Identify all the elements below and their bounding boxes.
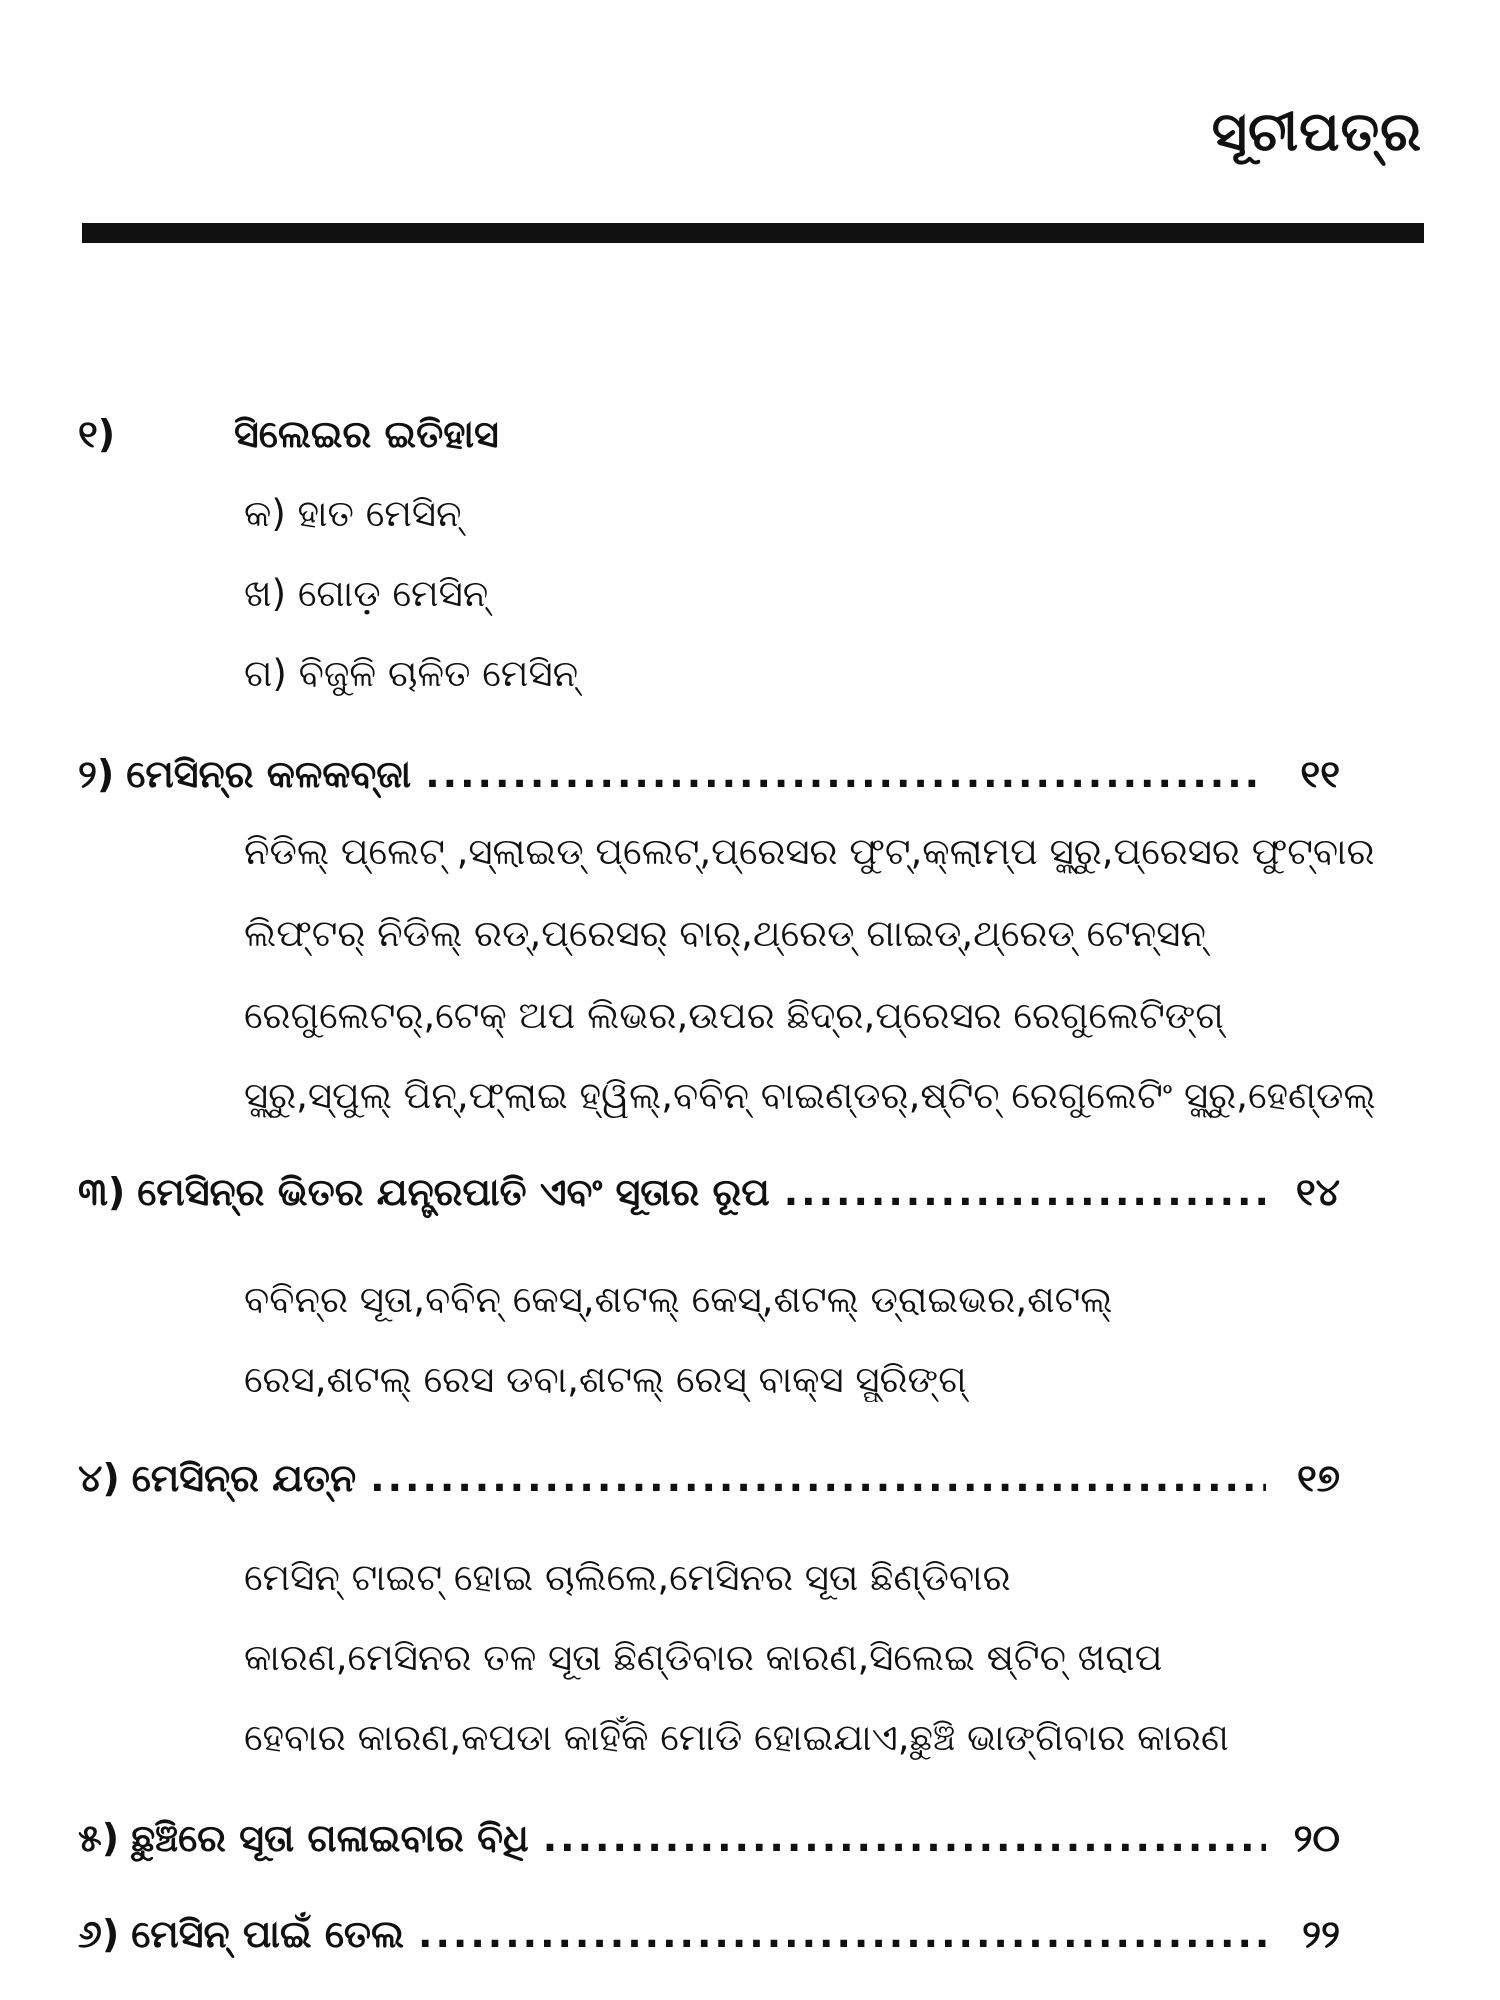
page-number: ୨୦ — [1293, 1816, 1340, 1860]
leader-dots — [370, 1456, 1266, 1500]
toc-entry-4 — [78, 1456, 1340, 1501]
entry-number: ୪) — [78, 1456, 120, 1500]
entry-title: ମେସିନ୍‌ର ଭିତର ଯନ୍ତ୍ରପାତି ଏବଂ ସୂତାର ରୂପ — [137, 1170, 770, 1214]
page-number: ୨୨ — [1302, 1912, 1340, 1956]
leader-dots — [425, 752, 1266, 796]
toc-entry-6 — [78, 1912, 1340, 1957]
subtopic-line: ଲିଫ୍ଟର୍ ନିଡିଲ୍ ରଡ୍,ପ୍ରେସର୍ ବାର୍,ଥ୍ରେଡ୍ ଗାଇଡ୍,ଥ୍ରେଡ୍ ଟେନ୍‌ସନ୍ — [244, 912, 1206, 955]
entry-number: ୨) — [78, 752, 115, 796]
subtopic-line: ରେସ,ଶଟଲ୍ ରେସ ଡବା,ଶଟଲ୍ ରେସ୍ ବାକ୍ସ ସ୍ପ୍ରିଙ୍ଗ୍ — [244, 1358, 967, 1401]
subtopic-line: ନିଡିଲ୍ ପ୍ଲେଟ୍ ,ସ୍ଲାଇଡ୍ ପ୍ଲେଟ୍,ପ୍ରେସର ଫୁଟ୍,କ୍ଲାମ୍ପ ସ୍କ୍ରୁ,ପ୍ରେସର ଫୁଟ୍‌ବାର — [244, 830, 1375, 873]
entry-title: ମେସିନ୍‌ର ଯତ୍ନ — [131, 1456, 357, 1500]
subtopic-line: ରେଗୁଲେଟର୍,ଟେକ୍ ଅପ ଲିଭର,ଉପର ଛିଦ୍ର,ପ୍ରେସର ରେଗୁଲେଟିଙ୍ଗ୍ — [244, 994, 1224, 1037]
entry-number: ୬) — [78, 1912, 120, 1956]
toc-entry-5 — [78, 1816, 1340, 1861]
page-number: ୧୧ — [1300, 752, 1340, 796]
entry-number: ୧) — [78, 412, 116, 456]
toc-entry-2 — [78, 752, 1340, 797]
subtopic-line: କ) ହାତ ମେସିନ୍ — [244, 492, 462, 535]
page-title: ସୂଚୀପତ୍ର — [1211, 100, 1422, 163]
leader-dots — [784, 1170, 1266, 1214]
page-number: ୧୪ — [1295, 1170, 1340, 1214]
entry-title: ମେସିନ୍ ପାଇଁ ତେଲ — [131, 1912, 405, 1956]
entry-title: ସିଲେଇର ଇତିହାସ — [234, 412, 499, 456]
entry-number: ୩) — [78, 1170, 126, 1214]
entry-number: ୫) — [78, 1816, 120, 1860]
toc-entry-3 — [78, 1170, 1340, 1215]
subtopic-line: ଗ) ବିଜୁଳି ଚାଳିତ ମେସିନ୍ — [244, 652, 579, 695]
subtopic-line: ସ୍କ୍ରୁ,ସ୍ପୁଲ୍ ପିନ୍,ଫ୍ଲାଇ ହ୍ୱିଲ୍,ବବିନ୍ ବାଇଣ୍ଡର୍,ଷ୍ଟିଚ୍ ରେଗୁଲେଟିଂ ସ୍କ୍ରୁ,ହେଣ୍ଡଲ୍ — [244, 1074, 1376, 1117]
entry-title: ଛୁଞ୍ଚିରେ ସୂତା ଗଳାଇବାର ବିଧି — [131, 1816, 529, 1860]
entry-title: ମେସିନ୍‌ର କଳକବ୍ଜା — [126, 752, 412, 796]
leader-dots — [543, 1816, 1266, 1860]
page-number: ୧୭ — [1296, 1456, 1340, 1500]
subtopic-line: ହେବାର କାରଣ,କପଡା କାହିଁକି ମୋଡି ହୋଇଯାଏ,ଛୁଞ୍ଚି ଭାଙ୍ଗିବାର କାରଣ — [244, 1716, 1229, 1759]
toc-entry-1 — [78, 412, 1340, 457]
subtopic-line: ବବିନ୍‌ର ସୂତା,ବବିନ୍ କେସ୍,ଶଟଲ୍ କେସ୍,ଶଟଲ୍ ଡ୍ରାଇଭର,ଶଟଲ୍ — [244, 1278, 1113, 1321]
subtopic-line: ଖ) ଗୋଡ଼ ମେସିନ୍ — [244, 572, 489, 615]
subtopic-line: ମେସିନ୍ ଟାଇଟ୍ ହୋଇ ଚାଲିଲେ,ମେସିନର ସୂତା ଛିଣ୍ଡିବାର — [244, 1556, 1011, 1599]
leader-dots — [418, 1912, 1266, 1956]
subtopic-line: କାରଣ,ମେସିନର ତଳ ସୂତା ଛିଣ୍ଡିବାର କାରଣ,ସିଲେଇ ଷ୍ଟିଚ୍ ଖରାପ — [244, 1636, 1163, 1679]
